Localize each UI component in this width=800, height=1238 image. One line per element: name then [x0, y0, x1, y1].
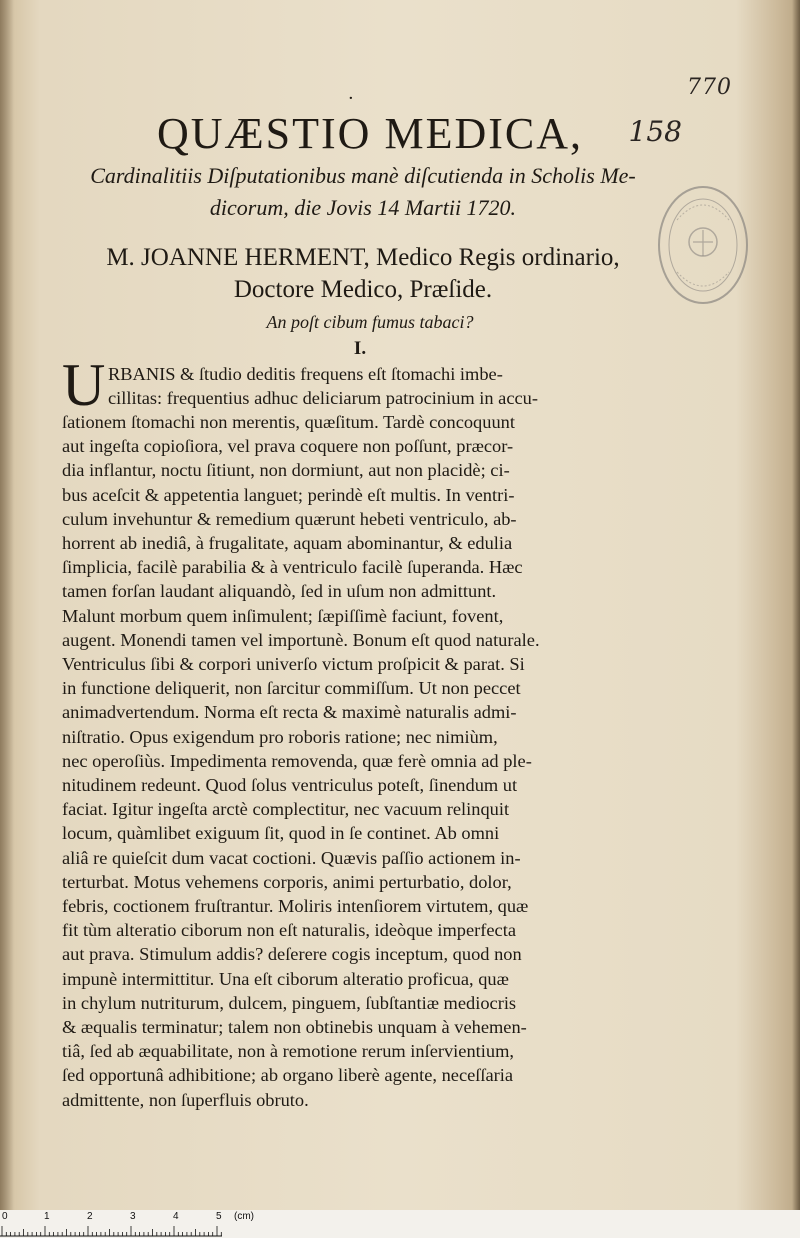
text-line: in functione deliquerit, non ſarcitur commiſſum. Ut non peccet — [62, 678, 521, 699]
text-line: in chylum nutriturum, dulcem, pinguem, ſubſtantiæ mediocris — [62, 992, 517, 1013]
text-line: admittente, non ſuperfluis obruto. — [62, 1089, 309, 1110]
text-line: niſtratio. Opus exigendum pro roboris ratione; nec nimiùm, — [62, 726, 498, 747]
question-heading: An poſt cibum fumus tabaci? — [266, 312, 474, 332]
text-line: locum, quàmlibet exiguum ſit, quod in ſe continet. Ab omni — [62, 823, 500, 844]
text-line: cillitas: frequentius adhuc deliciarum patrocinium in accu- — [108, 388, 538, 409]
text-line: aliâ re quieſcit dum vacat coctioni. Quævis paſſio actionem in- — [62, 847, 521, 868]
president-line: M. JOANNE HERMENT, Medico Regis ordinario, — [106, 244, 620, 271]
text-line: bus aceſcit & appetentia languet; perindè eſt multis. In ventri- — [62, 484, 515, 505]
ruler-ticks — [0, 1225, 230, 1237]
text-line: & æqualis terminatur; talem non obtinebis unquam à vehemen- — [62, 1017, 527, 1038]
text-line: nitudinem redeunt. Quod ſolus ventriculus poteſt, ſinendum ut — [62, 775, 518, 796]
document-title: QUÆSTIO MEDICA, — [157, 109, 583, 158]
text-line: aut prava. Stimulum addis? deſerere cogis inceptum, quod non — [62, 944, 522, 965]
text-line: nec operoſiùs. Impedimenta removenda, quæ ferè omnia ad ple- — [62, 750, 532, 771]
text-line: culum invehuntur & remedium quærunt hebeti ventriculo, ab- — [62, 508, 517, 529]
subtitle-line: Cardinalitiis Diſputationibus manè diſcutienda in Scholis Me- — [90, 163, 636, 188]
ruler-label: 0 — [2, 1211, 8, 1222]
ruler-label: 5 — [216, 1211, 222, 1222]
handwritten-shelf-number: 770 — [687, 75, 732, 100]
text-line: impunè intermittitur. Una eſt ciborum alteratio proficua, quæ — [62, 968, 509, 989]
text-line: faciat. Igitur ingeſta arctè complectitur, nec vacuum relinquit — [62, 799, 510, 820]
text-line: fit tùm alteratio ciborum non eſt naturalis, ideòque imperfecta — [62, 920, 516, 941]
text-line: RBANIS & ſtudio deditis frequens eſt ſtomachi imbe- — [108, 364, 503, 384]
ruler-label: 4 — [173, 1211, 179, 1222]
text-line: tiâ, ſed ab æquabilitate, non à remotione rerum inſervientium, — [62, 1041, 514, 1062]
document-page — [10, 0, 782, 1210]
president-line: Doctore Medico, Præſide. — [233, 276, 493, 303]
text-line: terturbat. Motus vehemens corporis, animi perturbatio, dolor, — [62, 871, 512, 892]
ruler-unit-label: (cm) — [234, 1211, 254, 1222]
body-text — [62, 410, 650, 1112]
section-number: I. — [353, 338, 367, 359]
subtitle-line: dicorum, die Jovis 14 Martii 1720. — [209, 195, 517, 220]
page-right-edge — [792, 0, 800, 1210]
top-mark: · — [348, 88, 354, 109]
text-line: tamen forſan laudant aliquandò, ſed in uſum non admittunt. — [62, 581, 497, 602]
opening-lines — [108, 362, 648, 410]
text-line: Malunt morbum quem inſimulent; ſæpiſſimè faciunt, fovent, — [62, 605, 504, 626]
text-line: ſationem ſtomachi non merentis, quæſitum. Tardè concoquunt — [62, 412, 515, 432]
president-block — [68, 242, 658, 306]
text-line: ſed opportunâ adhibitione; ab organo liberè agente, neceſſaria — [62, 1065, 514, 1086]
text-line: augent. Monendi tamen vel importunè. Bonum eſt quod naturale. — [62, 629, 540, 650]
text-line: horrent ab inediâ, à frugalitate, aquam abominantur, & edulia — [62, 533, 513, 554]
drop-capital: U — [62, 352, 106, 418]
document-subtitle — [68, 160, 658, 224]
ruler-label: 2 — [87, 1211, 93, 1222]
text-line: aut ingeſta copioſiora, vel prava coquere non poſſunt, præcor- — [62, 436, 514, 457]
text-line: ſimplicia, facilè parabilia & à ventriculo facilè ſuperanda. Hæc — [62, 557, 523, 578]
text-line: dia inflantur, noctu ſitiunt, non dormiunt, aut non placidè; ci- — [62, 460, 510, 481]
text-line: febris, coctionem fruſtrantur. Moliris intenſiorem virtutem, quæ — [62, 896, 529, 917]
ruler-label: 1 — [44, 1211, 50, 1222]
text-line: Ventriculus ſibi & corpori univerſo victum proſpicit & parat. Si — [62, 654, 525, 675]
text-line: animadvertendum. Norma eſt recta & maximè naturalis admi- — [62, 702, 517, 723]
ruler-label: 3 — [130, 1211, 136, 1222]
handwritten-margin-number: 158 — [628, 115, 682, 148]
ruler-labels — [0, 1211, 260, 1225]
library-stamp — [655, 180, 751, 310]
